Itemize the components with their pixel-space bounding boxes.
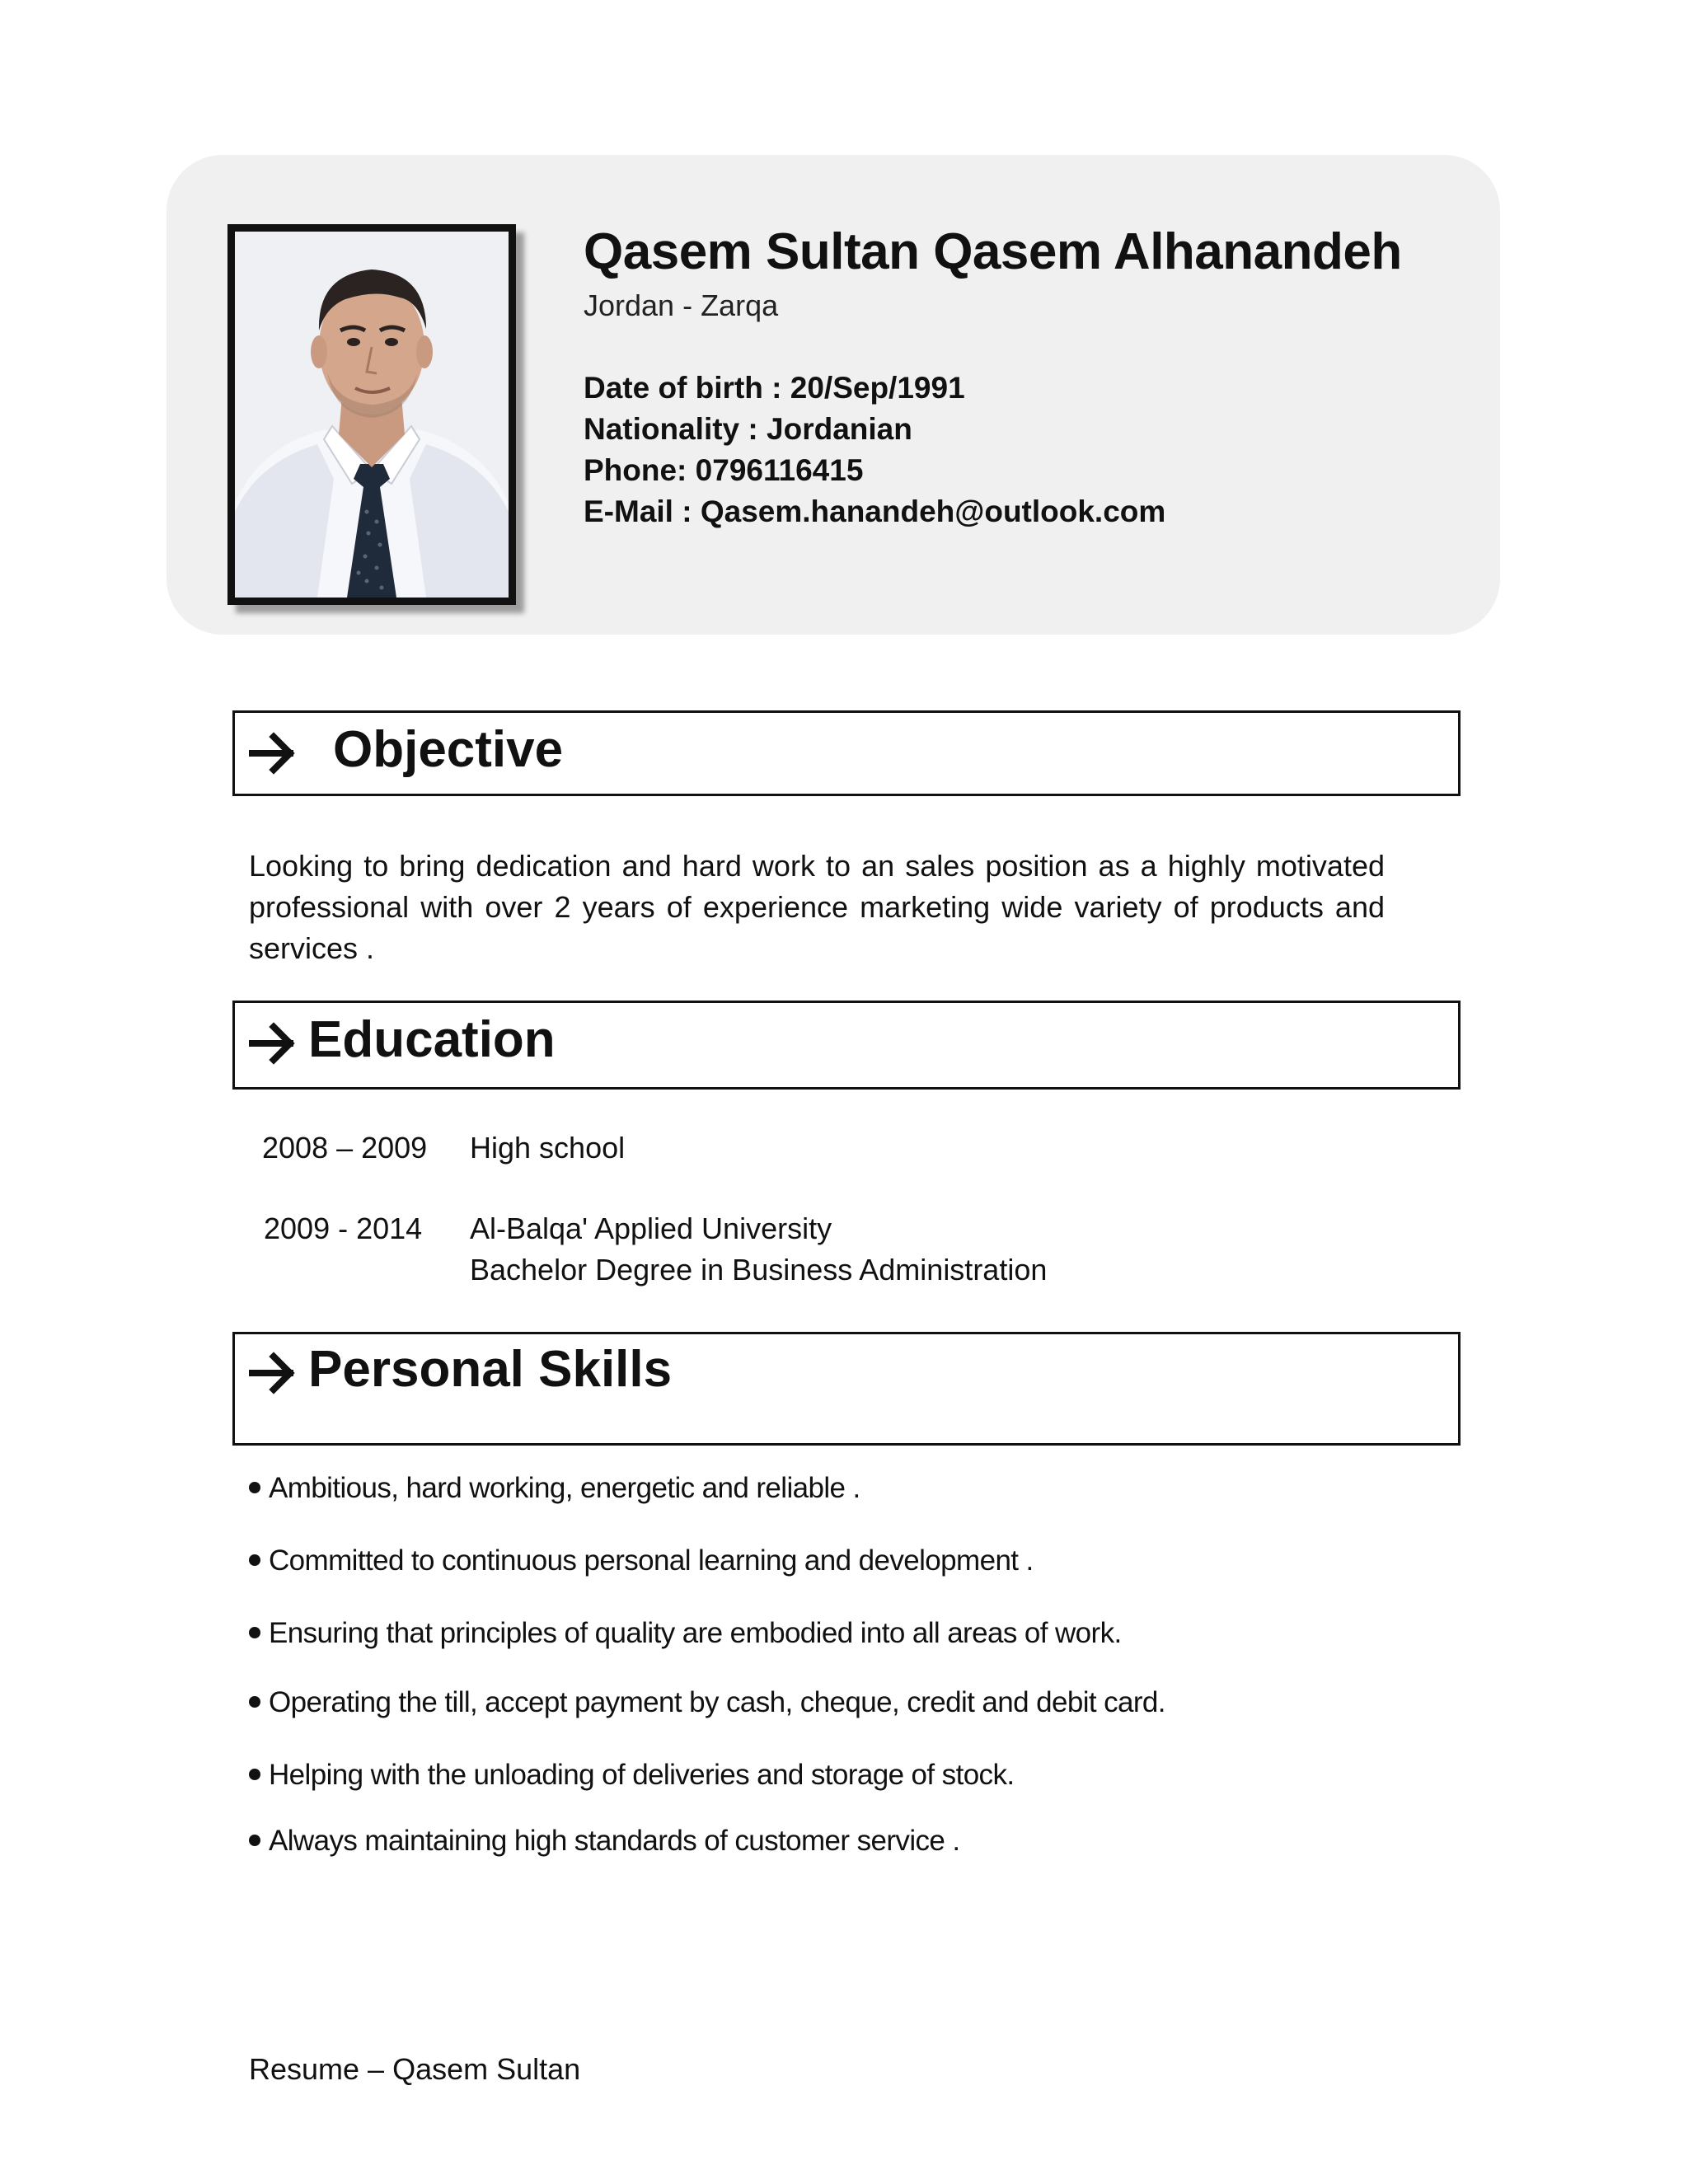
email: E-Mail : Qasem.hanandeh@outlook.com [584, 494, 1166, 528]
education-detail: Al-Balqa' Applied University [470, 1212, 832, 1245]
contact-details [584, 368, 1165, 532]
arrow-right-icon [249, 1352, 297, 1394]
bullet-icon [249, 1627, 260, 1638]
education-detail: High school [470, 1131, 626, 1165]
objective-text: Looking to bring dedication and hard work to an sales position as a highly motivated professional with over 2 years of experience marketing wide variety of products and services . [249, 849, 1385, 965]
page-footer: Resume – Qasem Sultan [249, 2052, 581, 2086]
education-years: 2009 - 2014 [264, 1212, 423, 1245]
list-item: Always maintaining high standards of customer service . [249, 1825, 960, 1858]
bullet-icon [249, 1769, 260, 1780]
bullet-icon [249, 1696, 260, 1708]
profile-photo [227, 224, 516, 605]
education-years: 2008 – 2009 [262, 1131, 428, 1165]
education-detail: Bachelor Degree in Business Administration [470, 1253, 1048, 1286]
list-item: Ensuring that principles of quality are embodied into all areas of work. [249, 1617, 1122, 1650]
arrow-right-icon [249, 732, 297, 775]
bullet-icon [249, 1835, 260, 1846]
objective-title: Objective [333, 721, 564, 778]
list-item: Ambitious, hard working, energetic and reliable . [249, 1472, 860, 1505]
phone: Phone: 0796116415 [584, 453, 864, 487]
nationality: Nationality : Jordanian [584, 412, 912, 446]
candidate-name: Qasem Sultan Qasem Alhanandeh [584, 223, 1402, 280]
list-item: Operating the till, accept payment by cash, cheque, credit and debit card. [249, 1686, 1165, 1719]
bullet-icon [249, 1554, 260, 1566]
date-of-birth: Date of birth : 20/Sep/1991 [584, 371, 965, 405]
list-item: Committed to continuous personal learning and development . [249, 1544, 1034, 1577]
skills-title: Personal Skills [308, 1341, 673, 1398]
candidate-location: Jordan - Zarqa [584, 288, 779, 322]
list-item: Helping with the unloading of deliveries and storage of stock. [249, 1759, 1015, 1792]
education-title: Education [308, 1011, 556, 1068]
arrow-right-icon [249, 1022, 297, 1065]
bullet-icon [249, 1482, 260, 1493]
